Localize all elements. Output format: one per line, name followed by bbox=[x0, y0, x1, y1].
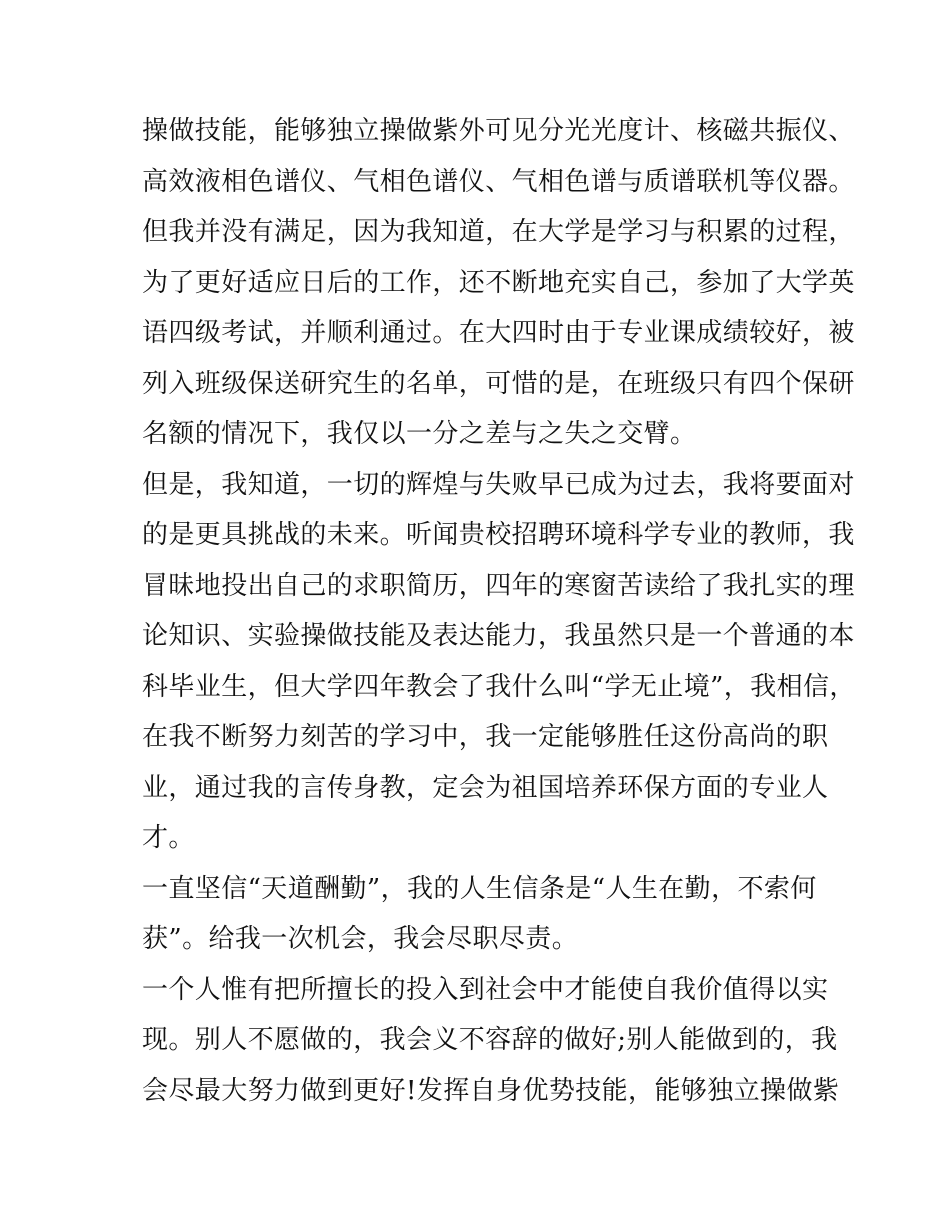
text-line: 的是更具挑战的未来。听闻贵校招聘环境科学专业的教师，我 bbox=[142, 520, 855, 550]
text-line: 一个人惟有把所擅长的投入到社会中才能使自我价值得以实 bbox=[142, 974, 829, 1005]
text-line: 在我不断努力刻苦的学习中，我一定能够胜任这份高尚的职 bbox=[142, 722, 829, 752]
document-body bbox=[142, 106, 856, 1116]
text-line: 但我并没有满足，因为我知道，在大学是学习与积累的过程， bbox=[142, 217, 855, 247]
text-line: 一直坚信“天道酬勤”，我的人生信条是“人生在勤，不索何 bbox=[142, 873, 817, 904]
text-line: 操做技能，能够独立操做紫外可见分光光度计、核磁共振仪、 bbox=[142, 116, 855, 146]
text-line: 名额的情况下，我仅以一分之差与之失之交臂。 bbox=[142, 419, 697, 449]
text-line: 获”。给我一次机会，我会尽职尽责。 bbox=[142, 924, 579, 954]
text-line: 为了更好适应日后的工作，还不断地充实自己，参加了大学英 bbox=[142, 267, 855, 298]
text-line: 论知识、实验操做技能及表达能力，我虽然只是一个普通的本 bbox=[142, 621, 855, 651]
text-line: 列入班级保送研究生的名单，可惜的是，在班级只有四个保研 bbox=[142, 368, 855, 399]
text-line: 但是，我知道，一切的辉煌与失败早已成为过去，我将要面对 bbox=[142, 469, 855, 500]
text-line: 业，通过我的言传身教，定会为祖国培养环保方面的专业人 bbox=[142, 772, 829, 803]
text-line: 科毕业生，但大学四年教会了我什么叫“学无止境”，我相信， bbox=[142, 671, 856, 702]
text-line: 才。 bbox=[142, 823, 195, 853]
text-line: 会尽最大努力做到更好!发挥自身优势技能，能够独立操做紫 bbox=[142, 1075, 840, 1106]
text-line: 高效液相色谱仪、气相色谱仪、气相色谱与质谱联机等仪器。 bbox=[142, 166, 855, 197]
text-line: 现。别人不愿做的，我会义不容辞的做好;别人能做到的，我 bbox=[142, 1025, 838, 1055]
text-line: 语四级考试，并顺利通过。在大四时由于专业课成绩较好，被 bbox=[142, 318, 855, 348]
text-line: 冒昧地投出自己的求职简历，四年的寒窗苦读给了我扎实的理 bbox=[142, 570, 855, 601]
